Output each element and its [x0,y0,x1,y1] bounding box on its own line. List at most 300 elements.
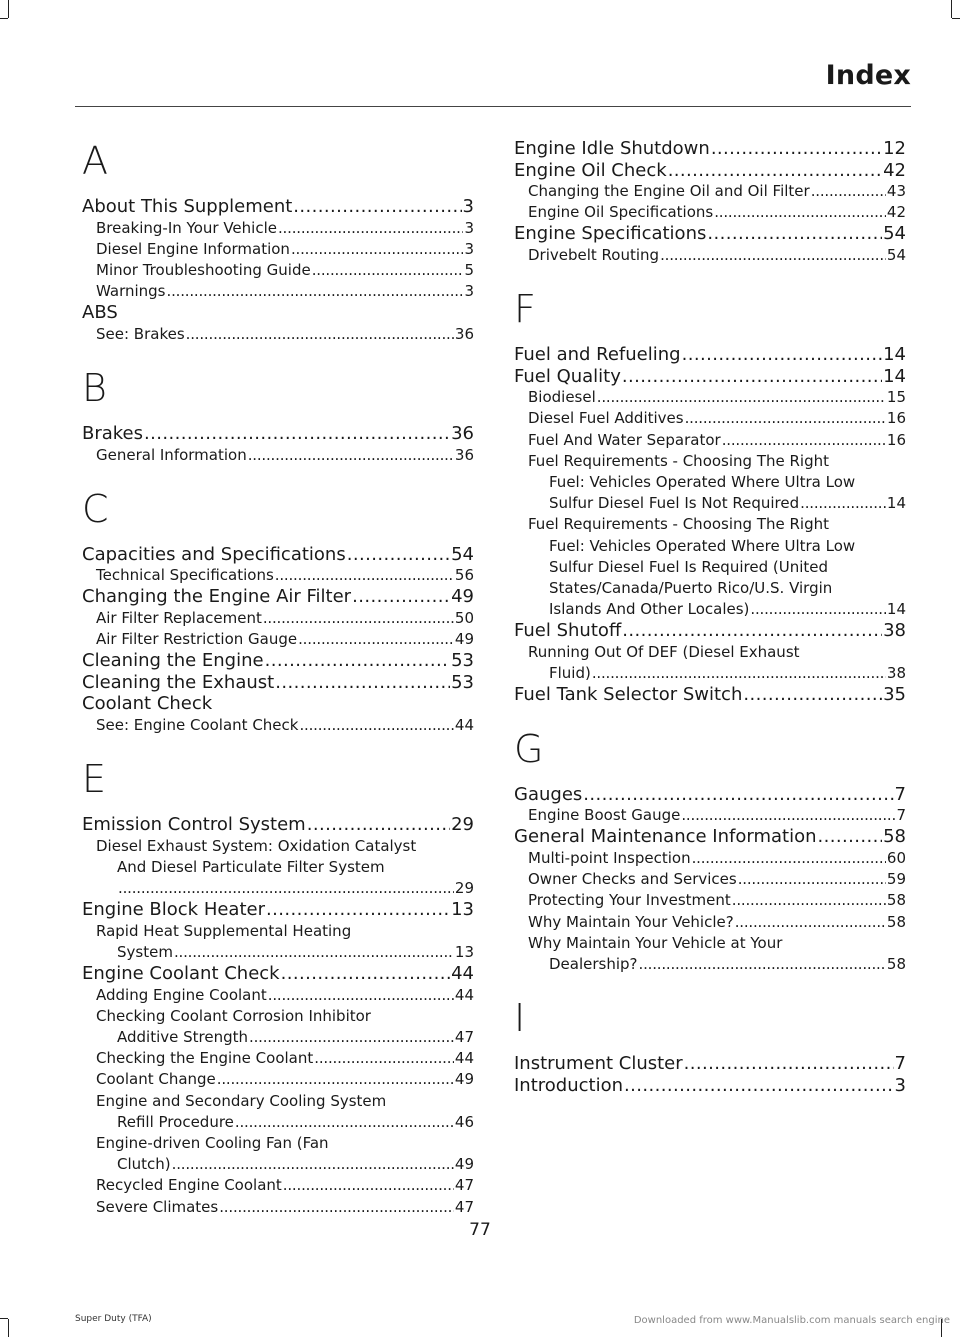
index-subentry[interactable] [82,1133,474,1175]
index-subentry[interactable] [82,1175,474,1196]
dot-leader [592,663,886,684]
index-entry-text: Engine Idle Shutdown [514,138,710,159]
index-entry-text: Biodiesel [528,388,596,407]
dot-leader [275,565,454,586]
index-entry-text: Fuel: Vehicles Operated Where Ultra Low [549,472,856,491]
index-page-number: 14 [883,365,906,387]
index-page-number: 54 [883,223,906,245]
index-subentry[interactable] [514,430,906,451]
index-entry-text: Multi-point Inspection [528,848,691,867]
index-page-number: 38 [883,620,906,642]
index-subentry[interactable] [514,912,906,933]
dot-leader [167,281,464,302]
dot-leader [732,890,886,911]
dot-leader [144,423,450,445]
dot-leader [186,324,454,345]
index-subentry[interactable] [514,890,906,911]
index-entry-text: Islands And Other Locales) [549,600,750,619]
index-entry[interactable] [514,1075,906,1097]
index-entry-row [514,912,906,933]
index-entry-text: Fluid) [549,664,591,683]
index-entry-row [514,430,906,451]
index-entry-text: And Diesel Particulate Filter System [117,857,385,876]
index-page-number: 49 [454,630,474,649]
index-section-letter: C [82,486,109,531]
index-subentry[interactable] [82,1069,474,1090]
index-page-number: 60 [886,848,906,867]
index-entry-row [514,869,906,890]
index-page-number: 43 [886,182,906,200]
index-entry-text: ABS [82,302,118,324]
dot-leader [266,899,450,921]
dot-leader [707,223,882,245]
index-entry-row [82,281,474,302]
index-entry-row [82,586,474,608]
index-subentry[interactable] [82,715,474,736]
index-entry-text: Recycled Engine Coolant [96,1176,282,1195]
index-entry-row [82,1069,474,1090]
index-entry-text: Brakes [82,423,144,445]
dot-leader [278,218,463,239]
index-page-number: 58 [883,826,906,848]
index-entry-row [514,493,906,514]
index-entry[interactable] [82,650,474,672]
index-page-number: 53 [451,671,474,693]
index-subentry[interactable] [514,408,906,429]
index-subentry[interactable] [82,836,474,900]
index-entry-text: Adding Engine Coolant [96,985,267,1004]
dot-leader [684,1053,894,1075]
source-watermark: Downloaded from www.Manualslib.com manuals search engine [633,1315,950,1326]
index-entry-row [82,1048,474,1069]
dot-leader [639,954,886,975]
dot-leader [118,878,454,899]
index-entry-row [82,302,474,324]
section-gap [514,706,906,726]
index-entry-row [514,138,906,160]
index-entry-text: Diesel Engine Information [96,239,290,258]
index-entry-row [514,599,906,620]
index-page-number: 7 [894,783,906,805]
index-entry[interactable] [82,963,474,985]
index-subentry[interactable] [514,514,906,620]
index-page-number: 49 [454,1070,474,1089]
dot-leader [735,912,886,933]
index-page-number: 38 [886,664,906,683]
index-entry-text: Air Filter Restriction Gauge [96,630,298,649]
index-entry-text: Engine Specifications [514,223,707,245]
index-subentry[interactable] [514,848,906,869]
index-entry-text: Clutch) [117,1155,171,1174]
index-entry-row [514,890,906,911]
index-entry[interactable] [514,344,906,366]
index-entry-text: Drivebelt Routing [528,245,660,264]
index-entry-text: Dealership? [549,954,638,973]
index-subentry[interactable] [514,387,906,408]
dot-leader [352,586,450,608]
index-entry[interactable] [514,826,906,848]
index-entry-text: Protecting Your Investment [528,891,731,910]
dot-leader [622,366,882,388]
index-section-letter: I [514,996,526,1041]
dot-leader [293,196,461,218]
dot-leader [268,985,454,1006]
index-entry-text: Gauges [514,783,583,805]
index-entry-row [82,565,474,586]
index-subentry[interactable] [82,985,474,1006]
dot-leader [298,629,454,650]
index-subentry[interactable] [514,451,906,515]
index-entry-text: Engine-driven Cooling Fan (Fan [96,1133,329,1152]
index-entry-text: Fuel and Refueling [514,344,681,366]
index-page-number: 47 [454,1176,474,1195]
index-entry-row [82,608,474,629]
index-page-number: 3 [462,196,474,217]
index-entry-row [82,196,474,218]
index-entry-text: Changing the Engine Air Filter [82,586,352,608]
index-entry-text: Owner Checks and Services [528,870,737,889]
dot-leader [248,445,454,466]
index-entry-row [82,899,474,921]
dot-leader [291,239,464,260]
dot-leader [685,408,886,429]
dot-leader [314,1048,454,1069]
index-entry[interactable] [514,366,906,388]
index-subentry[interactable] [82,1048,474,1069]
index-entry-text: Refill Procedure [117,1112,234,1131]
index-subentry[interactable] [82,565,474,586]
index-subentry[interactable] [82,1197,474,1218]
index-column-right [514,138,906,1096]
crop-mark [8,0,9,18]
index-page-number: 50 [454,608,474,627]
index-page-number: 7 [894,1053,906,1075]
dot-leader [682,344,883,366]
index-entry-text: Sulfur Diesel Fuel Is Not Required [549,494,800,513]
index-page-number: 58 [886,954,906,973]
index-page-number: 44 [451,963,474,985]
index-page-number: 46 [454,1112,474,1131]
index-entry-text: Sulfur Diesel Fuel Is Required (United [549,557,828,576]
section-gap [82,345,474,365]
index-entry[interactable] [82,672,474,694]
dot-leader [347,544,450,566]
dot-leader [743,684,882,706]
index-entry-text: Rapid Heat Supplemental Heating [96,921,352,940]
dot-leader [312,260,464,281]
index-entry-text: General Information [96,445,247,464]
index-entry[interactable] [514,1053,906,1075]
index-entry-text: Additive Strength [117,1027,249,1046]
index-section-letter: E [82,757,107,802]
index-page-number: 54 [451,543,474,565]
index-subentry[interactable] [82,1091,474,1133]
index-entry-text: Engine Oil Check [514,159,667,181]
index-entry-row [82,629,474,650]
index-entry-row [514,826,906,848]
index-entry[interactable] [82,814,474,836]
dot-leader [249,1027,454,1048]
index-entry[interactable] [82,544,474,566]
section-gap [514,266,906,286]
index-subentry[interactable] [82,218,474,239]
page-number: 77 [469,1220,491,1240]
index-entry[interactable] [82,693,474,715]
index-page-number: 49 [451,586,474,608]
index-entry-row [82,324,474,345]
section-gap [514,975,906,995]
crop-mark [8,1319,9,1337]
index-entry-row [514,202,906,223]
index-page-number: 47 [454,1027,474,1046]
index-subentry[interactable] [514,869,906,890]
index-subentry[interactable] [82,239,474,260]
index-entry-row [514,684,906,706]
index-page-number: 12 [883,138,906,159]
index-page-number: 44 [454,715,474,734]
index-entry-text: Diesel Exhaust System: Oxidation Catalyst [96,836,417,855]
index-page-number: 29 [451,814,474,836]
index-page-number: 58 [886,912,906,931]
index-page-number: 13 [451,899,474,921]
index-entry-text: Coolant Check [82,693,213,715]
dot-leader [714,202,886,223]
index-subentry[interactable] [514,181,906,202]
index-entry-text: Engine Boost Gauge [528,806,681,825]
section-gap [82,736,474,756]
dot-leader [283,1175,454,1196]
index-entry-row [82,218,474,239]
dot-leader [263,608,454,629]
index-entry-text: Checking Coolant Corrosion Inhibitor [96,1006,371,1025]
index-page-number: 5 [464,260,474,279]
index-page-number: 42 [883,159,906,181]
index-entry-text: Air Filter Replacement [96,608,262,627]
index-page-number: 14 [886,600,906,619]
index-entry-text: Changing the Engine Oil and Oil Filter [528,182,810,200]
index-entry[interactable] [514,223,906,245]
index-subentry[interactable] [82,445,474,466]
index-entry[interactable] [82,302,474,324]
page-title: Index [825,60,911,91]
index-entry-row [514,1075,906,1097]
dot-leader [275,672,450,694]
index-page-number: 49 [454,1155,474,1174]
dot-leader [265,650,451,672]
index-page-number: 3 [464,218,474,237]
index-entry-row [514,408,906,429]
dot-leader [722,430,886,451]
index-page-number: 42 [886,203,906,222]
crop-mark [0,18,8,19]
index-entry[interactable] [514,684,906,706]
index-entry-row [82,650,474,672]
dot-leader [711,138,882,160]
index-page-number: 3 [894,1074,906,1096]
index-entry-row [82,1027,474,1048]
dot-leader [622,620,882,642]
index-entry[interactable] [514,160,906,182]
index-entry-row [82,445,474,466]
index-entry-row [514,223,906,245]
index-entry-text: See: Brakes [96,324,185,343]
section-gap [82,466,474,486]
index-subentry[interactable] [82,260,474,281]
index-entry-row [82,1175,474,1196]
index-section-letter: G [514,726,544,771]
dot-leader [235,1112,454,1133]
index-subentry[interactable] [514,805,906,826]
index-entry-text: Fuel Shutoff [514,620,622,642]
index-entry[interactable] [514,138,906,160]
index-entry-row [514,245,906,266]
vehicle-model-label: Super Duty (TFA) [75,1314,152,1324]
index-entry-row [514,805,906,826]
crop-mark [952,18,960,19]
index-subentry[interactable] [82,324,474,345]
index-entry-text: Minor Troubleshooting Guide [96,260,311,279]
index-entry-text: See: Engine Coolant Check [96,715,299,734]
index-entry-text: Checking the Engine Coolant [96,1049,314,1068]
index-page-number: 56 [454,566,474,585]
dot-leader [660,245,886,266]
index-entry-row [82,693,474,715]
index-entry-row [82,544,474,566]
index-entry-text: General Maintenance Information [514,826,817,848]
index-page-number: 36 [454,445,474,464]
dot-leader [738,869,886,890]
index-page-number: 15 [886,388,906,407]
index-entry-text: Engine and Secondary Cooling System [96,1091,387,1110]
index-entry-row [82,985,474,1006]
index-entry-row [82,1154,474,1175]
index-entry-text: Cleaning the Engine [82,650,264,672]
index-entry-row [514,181,906,202]
index-entry[interactable] [514,784,906,806]
index-entry-row [82,942,474,963]
index-entry[interactable] [82,899,474,921]
index-entry-text: Capacities and Specifications [82,543,346,565]
index-page-number: 14 [886,494,906,513]
index-entry-row [514,160,906,182]
index-entry[interactable] [82,196,474,218]
index-entry[interactable] [82,423,474,445]
index-entry-row [514,366,906,388]
index-page-number: 3 [464,239,474,258]
crop-mark [0,1318,8,1319]
index-entry-row [82,423,474,445]
index-entry[interactable] [514,620,906,642]
index-entry[interactable] [82,586,474,608]
index-entry-text: Running Out Of DEF (Diesel Exhaust [528,642,800,661]
index-entry-text: Breaking-In Your Vehicle [96,218,277,237]
index-subentry[interactable] [82,1006,474,1048]
index-subentry[interactable] [514,245,906,266]
index-entry-text: Fuel Quality [514,365,621,387]
index-page-number: 53 [451,650,474,672]
dot-leader [219,1197,454,1218]
index-page-number: 35 [883,684,906,706]
index-entry-text: Technical Specifications [96,566,274,585]
index-entry-row [514,344,906,366]
index-page-number: 14 [883,344,906,366]
dot-leader [750,599,886,620]
index-entry-row [514,620,906,642]
index-entry-text: Instrument Cluster [514,1053,683,1075]
dot-leader [217,1069,454,1090]
dot-leader [692,848,886,869]
index-entry-row [82,672,474,694]
index-subentry[interactable] [82,629,474,650]
index-entry-text: System [117,942,173,961]
dot-leader [172,1154,454,1175]
index-entry-row [514,663,906,684]
index-page-number: 36 [454,324,474,343]
index-page-number: 16 [886,430,906,449]
dot-leader [811,181,886,202]
index-page-number: 47 [454,1197,474,1216]
index-page-number: 3 [464,282,474,301]
index-subentry[interactable] [514,202,906,223]
index-entry-text: Fuel Tank Selector Switch [514,684,743,706]
index-entry-row [514,848,906,869]
index-entry-text: Introduction [514,1074,624,1096]
index-entry-text: Why Maintain Your Vehicle? [528,912,734,931]
dot-leader [174,942,454,963]
index-page-number: 29 [454,878,474,897]
index-page-number: 59 [886,870,906,889]
index-entry-text: Fuel: Vehicles Operated Where Ultra Low [549,536,856,555]
index-subentry[interactable] [82,921,474,963]
crop-mark [951,0,952,18]
index-entry-row [82,715,474,736]
index-page-number: 13 [454,942,474,961]
index-page-number: 7 [896,806,906,825]
index-page-number: 44 [454,1049,474,1068]
header-divider [75,106,911,107]
index-entry-row [82,814,474,836]
index-subentry[interactable] [514,642,906,684]
index-subentry[interactable] [82,608,474,629]
index-entry-text: Engine Block Heater [82,899,265,921]
index-entry-text: Engine Coolant Check [82,963,280,985]
index-entry-text: Warnings [96,282,166,301]
index-page-number: 58 [886,891,906,910]
index-entry-text: Diesel Fuel Additives [528,409,684,428]
index-page-number: 54 [886,245,906,264]
dot-leader [668,160,882,182]
dot-leader [597,387,886,408]
index-entry-text: Coolant Change [96,1070,216,1089]
index-entry-row [82,963,474,985]
index-entry-text: Why Maintain Your Vehicle at Your [528,933,783,952]
index-subentry[interactable] [514,933,906,975]
dot-leader [818,826,883,848]
dot-leader [800,493,886,514]
dot-leader [681,805,895,826]
index-entry-row [82,260,474,281]
index-entry-row [514,387,906,408]
index-entry-text: Cleaning the Exhaust [82,671,275,693]
index-entry-text: About This Supplement [82,196,293,217]
index-entry-text: Fuel Requirements - Choosing The Right [528,515,829,534]
index-entry-row [82,239,474,260]
index-section-letter: F [514,287,536,332]
index-subentry[interactable] [82,281,474,302]
index-entry-row [514,784,906,806]
index-page-number: 36 [451,423,474,445]
index-page-number: 16 [886,409,906,428]
